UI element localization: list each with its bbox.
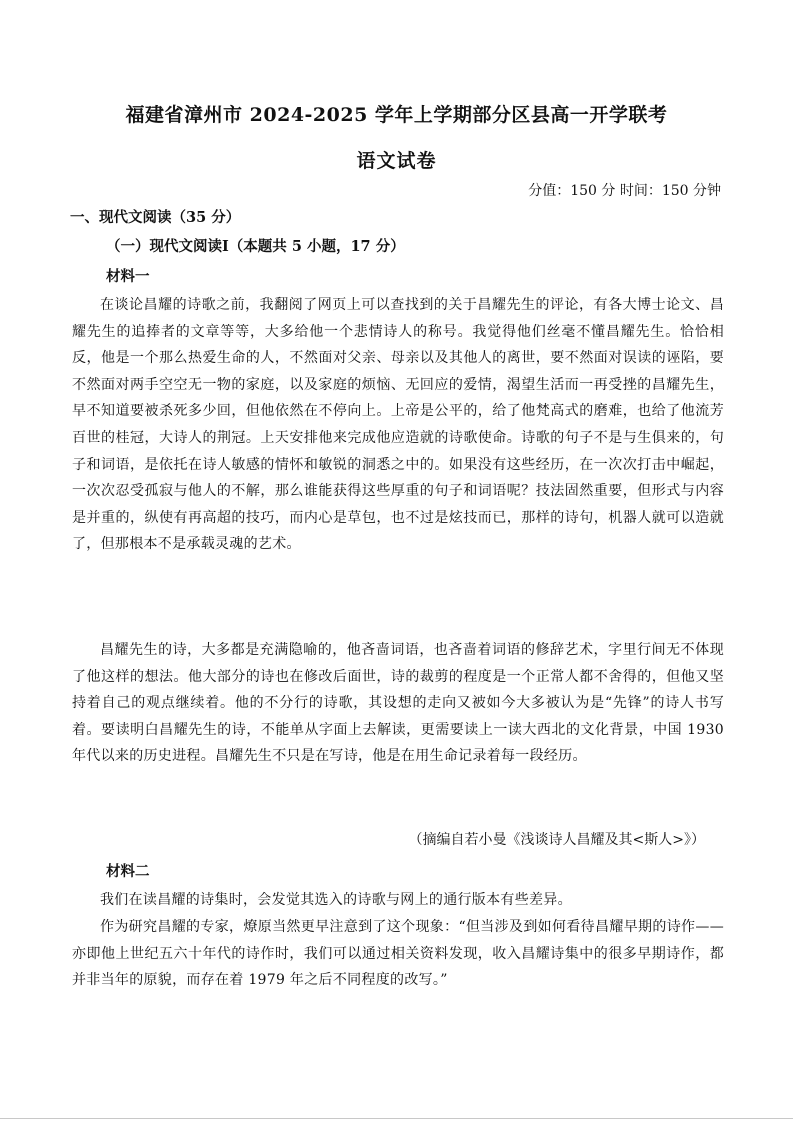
material-two-paragraph-1: 我们在读昌耀的诗集时，会发觉其选入的诗歌与网上的通行版本有些差异。 xyxy=(100,892,572,908)
material-two-paragraph-2: 作为研究昌耀的专家，燎原当然更早注意到了这个现象：“但当涉及到如何看待昌耀早期的诗作—— 亦即他上世纪五六十年代的诗作时，我们可以通过相关资料发现，收入昌耀诗集中的很多早期诗作，都并非当年的原貌，而存在着 1979 年之后不同程度的改写。” xyxy=(72,919,724,989)
exam-title: 福建省漳州市 2024-2025 学年上学期部分区县高一开学联考 xyxy=(125,104,668,126)
page-bottom-divider xyxy=(0,1118,793,1119)
material-one-source: （摘编自若小曼《浅谈诗人昌耀及其<斯人>》） xyxy=(408,832,705,848)
section-heading: 一、现代文阅读（35 分） xyxy=(70,209,241,226)
section-subheading: （一）现代文阅读Ⅰ（本题共 5 小题，17 分） xyxy=(106,238,405,255)
exam-subtitle: 语文试卷 xyxy=(356,150,437,172)
material-one-paragraph-1: 在谈论昌耀的诗歌之前，我翻阅了网页上可以查找到的关于昌耀先生的评论，有各大博士论文、昌耀先生的追捧者的文章等等，大多给他一个悲情诗人的称号。我觉得他们丝毫不懂昌耀先生。恰恰相反，他是一个那么热爱生命的人，不然面对父亲、母亲以及其他人的离世，要不然面对误读的诬陷，要不然面对两手空空无一物的家庭，以及家庭的烦恼、无回应的爱情，渴望生活而一再受挫的昌耀先生，早不知道要被杀死多少回，但他依然在不停向上。上帝是公平的，给了他梵高式的磨难，也给了他流芳百世的桂冠，大诗人的荆冠。上天安排他来完成他应造就的诗歌使命。诗歌的句子不是与生俱来的，句子和词语，是依托在诗人敏感的情怀和敏锐的洞悉之中的。如果没有这些经历，在一次次打击中崛起，一次次忍受孤寂与他人的不解，那么谁能获得这些厚重的句子和词语呢？技法固然重要，但形式与内容是并重的，纵使有再高超的技巧，而内心是草包，也不过是炫技而已，那样的诗句，机器人就可以造就了，但那根本不是承载灵魂的艺术。 xyxy=(72,297,724,553)
score-time-info: 分值：150 分 时间：150 分钟 xyxy=(528,183,721,199)
material-one-label: 材料一 xyxy=(106,268,150,285)
material-one-paragraph-2: 昌耀先生的诗，大多都是充满隐喻的，他吝啬词语，也吝啬着词语的修辞艺术，字里行间无不体现了他这样的想法。他大部分的诗也在修改后面世，诗的裁剪的程度是一个正常人都不舍得的，但他又坚持着自己的观点继续着。他的不分行的诗歌，其设想的走向又被如今大多被认为是“先锋”的诗人书写着。要读明白昌耀先生的诗，不能单从字面上去解读，更需要读上一读大西北的文化背景，中国 1930 年代以来的历史进程。昌耀先生不只是在写诗，他是在用生命记录着每一段经历。 xyxy=(72,642,724,765)
material-two-label: 材料二 xyxy=(106,863,150,880)
